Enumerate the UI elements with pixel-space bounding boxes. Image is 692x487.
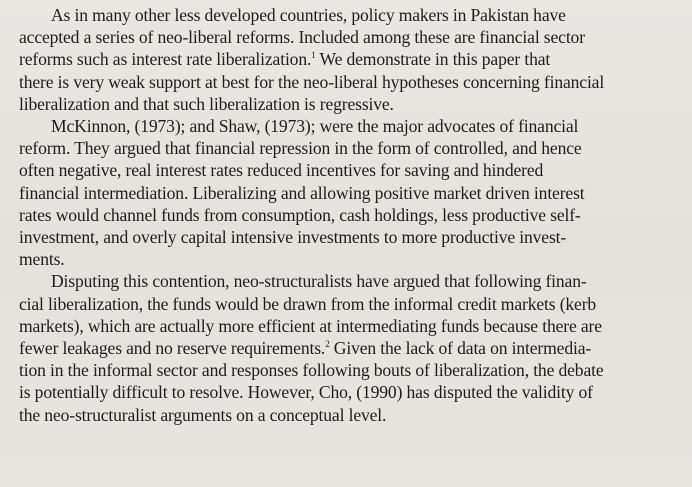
paragraph-1 [19,4,686,115]
text-line: financial intermediation. Liberalizing and allowing positive market driven interest [19,182,585,203]
text-line: liberalization and that such liberalization is regressive. [19,93,394,114]
text-line: markets), which are actually more efficient at intermediating funds because there are [19,315,602,336]
text-line: there is very weak support at best for the neo-liberal hypotheses concerning financial [19,71,605,92]
text-segment: reforms such as interest rate liberalization. [19,49,312,70]
text-line: Disputing this contention, neo-structuralists have argued that following finan- [51,271,587,292]
text-line: tion in the informal sector and responses following bouts of liberalization, the debate [19,360,604,381]
paragraph-3 [19,270,686,425]
text-line: cial liberalization, the funds would be drawn from the informal credit markets (kerb [19,293,597,314]
text-line-with-footnote [19,48,686,70]
paragraph-2 [19,115,686,270]
text-line: accepted a series of neo-liberal reforms. Included among these are financial sector [19,27,585,48]
text-line: the neo-structuralist arguments on a conceptual level. [19,404,387,425]
text-line-with-footnote [19,337,686,359]
text-segment: fewer leakages and no reserve requirements. [19,338,326,359]
text-line: investment, and overly capital intensive investments to more productive invest- [19,227,567,248]
text-line: is potentially difficult to resolve. However, Cho, (1990) has disputed the validity of [19,382,593,403]
footnote-marker: 1 [311,50,316,61]
text-line: often negative, real interest rates reduced incentives for saving and hindered [19,160,544,181]
text-segment: We demonstrate in this paper that [315,49,551,70]
text-line: ments. [19,249,65,270]
footnote-marker: 2 [325,339,330,350]
text-line: McKinnon, (1973); and Shaw, (1973); were the major advocates of financial [51,116,579,137]
text-line: reform. They argued that financial repression in the form of controlled, and hence [19,138,582,159]
text-line: rates would channel funds from consumption, cash holdings, less productive self- [19,204,581,225]
text-segment: Given the lack of data on intermedia- [329,338,592,359]
text-line: As in many other less developed countries, policy makers in Pakistan have [51,5,566,25]
